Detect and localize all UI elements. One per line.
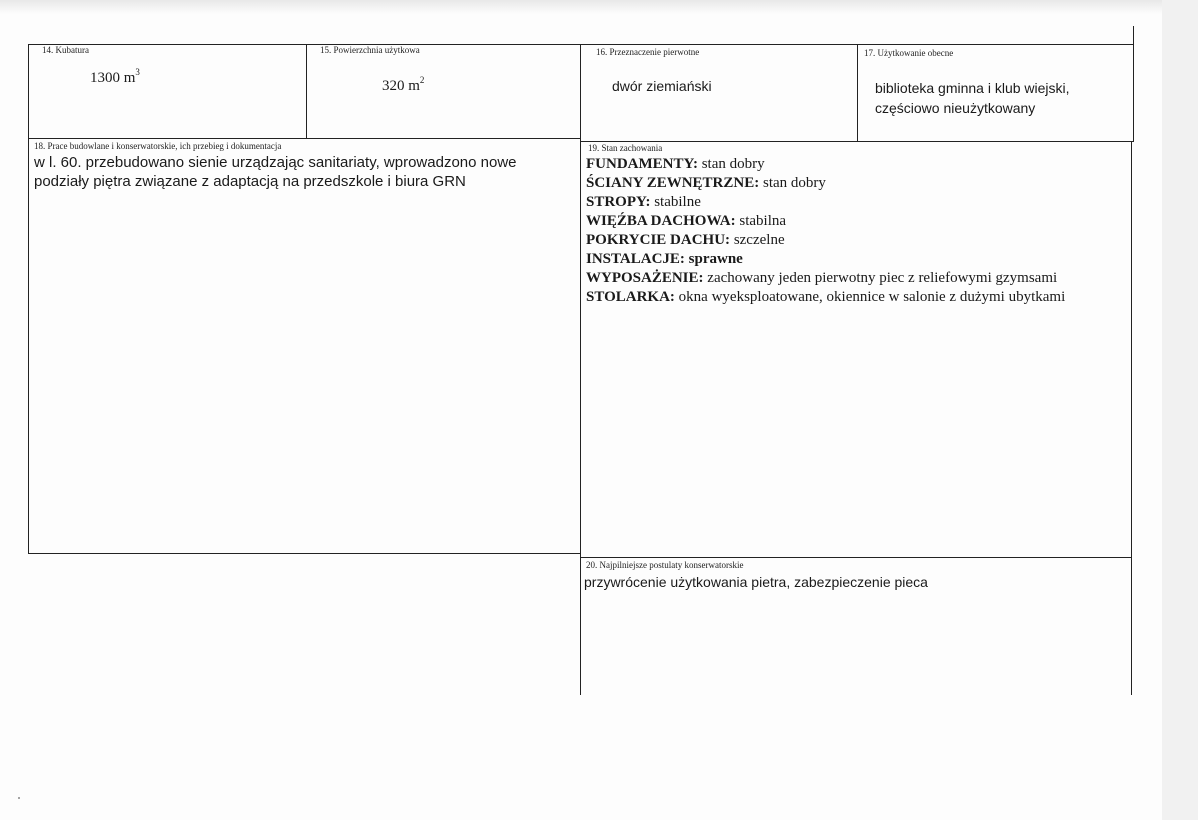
- grid-line-left: [28, 44, 29, 554]
- stan-sciany: [586, 174, 826, 193]
- stan-value: stabilne: [650, 194, 701, 210]
- stan-wiezba: [586, 212, 786, 231]
- grid-line-right-mid: [1131, 141, 1132, 695]
- postulaty-value: przywrócenie użytkowania pietra, zabezpieczenie pieca: [584, 574, 928, 590]
- stan-key: ŚCIANY ZEWNĘTRZNE:: [586, 175, 760, 191]
- stan-value: okna wyeksploatowane, okiennice w salonie z dużymi ubytkami: [674, 289, 1066, 305]
- powierzchnia-number: 320 m: [382, 78, 420, 94]
- grid-line-c14-c15: [306, 44, 307, 138]
- kubatura-exponent: 3: [135, 67, 140, 77]
- stan-value: stabilna: [735, 213, 787, 229]
- postulaty-label: 20. Najpilniejsze postulaty konserwatorskie: [586, 560, 744, 570]
- grid-line-row1-right: [580, 141, 1134, 142]
- stan-key: INSTALACJE: sprawne: [586, 251, 743, 267]
- przeznaczenie-value: dwór ziemiański: [612, 78, 712, 94]
- scan-shadow: [0, 0, 1162, 14]
- grid-line-row2-left: [28, 553, 581, 554]
- grid-line-c16-c17: [857, 44, 858, 141]
- grid-line-right-top: [1133, 26, 1134, 142]
- scan-edge: [1162, 0, 1198, 820]
- stan-key: STROPY:: [586, 194, 651, 210]
- stan-key: WIĘŹBA DACHOWA:: [586, 213, 736, 229]
- stan-value: zachowany jeden pierwotny piec z reliefowymi gzymsami: [703, 270, 1058, 286]
- uzytkowanie-value-line-2: częściowo nieużytkowany: [875, 100, 1036, 116]
- kubatura-label: 14. Kubatura: [42, 45, 89, 55]
- grid-line-top: [28, 44, 1134, 45]
- stan-key: FUNDAMENTY:: [586, 156, 698, 172]
- grid-line-row2-right: [580, 557, 1132, 558]
- prace-label: 18. Prace budowlane i konserwatorskie, ich przebieg i dokumentacja: [34, 141, 282, 151]
- grid-line-row1-left: [28, 138, 581, 139]
- stan-wyposazenie: [586, 269, 1057, 288]
- stan-zachowania-label: 19. Stan zachowania: [588, 143, 663, 153]
- stan-instalacje: [586, 250, 743, 269]
- stan-key: STOLARKA:: [586, 289, 675, 305]
- uzytkowanie-label: 17. Użytkowanie obecne: [864, 48, 954, 58]
- prace-text-line-2: podziały piętra związane z adaptacją na przedszkole i biura GRN: [34, 173, 466, 190]
- stan-fundamenty: [586, 155, 765, 174]
- powierzchnia-label: 15. Powierzchnia użytkowa: [320, 45, 420, 55]
- uzytkowanie-value-line-1: biblioteka gminna i klub wiejski,: [875, 80, 1070, 96]
- kubatura-value: [90, 69, 140, 87]
- stan-key: WYPOSAŻENIE:: [586, 270, 704, 286]
- stan-value: stan dobry: [697, 156, 765, 172]
- stan-value: szczelne: [730, 232, 785, 248]
- przeznaczenie-label: 16. Przeznaczenie pierwotne: [596, 47, 700, 57]
- stan-pokrycie: [586, 231, 785, 250]
- stan-stropy: [586, 193, 701, 212]
- stan-stolarka: [586, 288, 1065, 307]
- scan-speck: [18, 797, 20, 799]
- kubatura-number: 1300 m: [90, 70, 136, 86]
- powierzchnia-exponent: 2: [419, 75, 425, 85]
- powierzchnia-value: [382, 77, 424, 95]
- stan-key: POKRYCIE DACHU:: [586, 232, 731, 248]
- stan-value: stan dobry: [759, 175, 826, 191]
- prace-text-line-1: w l. 60. przebudowano sienie urządzając sanitariaty, wprowadzono nowe: [34, 154, 517, 171]
